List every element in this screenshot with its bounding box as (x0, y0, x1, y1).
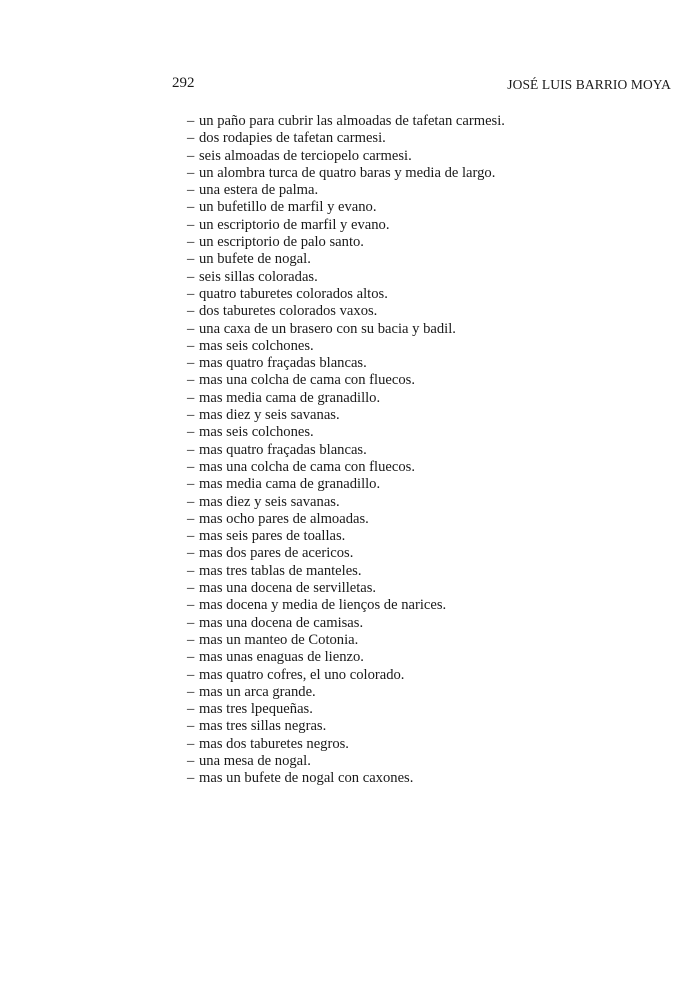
list-item-text: mas un manteo de Cotonia. (199, 631, 359, 648)
list-dash: – (187, 614, 195, 631)
list-item-text: mas un arca grande. (199, 683, 316, 700)
list-item-text: seis sillas coloradas. (199, 268, 318, 285)
list-dash: – (187, 476, 195, 493)
list-item (187, 649, 505, 666)
list-item-text: un bufetillo de marfil y evano. (199, 199, 377, 216)
list-dash: – (187, 580, 195, 597)
list-item (187, 165, 505, 182)
list-item (187, 580, 505, 597)
list-dash: – (187, 268, 195, 285)
list-dash: – (187, 285, 195, 302)
list-dash: – (187, 441, 195, 458)
list-item-text: mas quatro fraçadas blancas. (199, 355, 367, 372)
list-dash: – (187, 752, 195, 769)
list-item-text: dos taburetes colorados vaxos. (199, 303, 378, 320)
list-item (187, 528, 505, 545)
list-item-text: mas una docena de camisas. (199, 614, 364, 631)
list-item (187, 667, 505, 684)
list-item-text: mas seis colchones. (199, 337, 314, 354)
list-item-text: mas tres tablas de manteles. (199, 562, 362, 579)
list-dash: – (187, 735, 195, 752)
list-item (187, 355, 505, 372)
list-item (187, 770, 505, 787)
list-dash: – (187, 199, 195, 216)
list-item-text: mas dos pares de acericos. (199, 545, 354, 562)
list-item-text: mas quatro cofres, el uno colorado. (199, 666, 405, 683)
list-item (187, 251, 505, 268)
list-item (187, 217, 505, 234)
list-dash: – (187, 372, 195, 389)
list-item (187, 182, 505, 199)
list-dash: – (187, 234, 195, 251)
list-item (187, 372, 505, 389)
running-head: JOSÉ LUIS BARRIO MOYA (507, 77, 671, 92)
list-dash: – (187, 130, 195, 147)
list-dash: – (187, 718, 195, 735)
list-item (187, 563, 505, 580)
list-item-text: mas una colcha de cama con fluecos. (199, 372, 415, 389)
list-item-text: seis almoadas de terciopelo carmesi. (199, 147, 412, 164)
list-dash: – (187, 701, 195, 718)
list-item (187, 476, 505, 493)
list-item (187, 130, 505, 147)
list-item (187, 459, 505, 476)
list-item-text: mas media cama de granadillo. (199, 476, 381, 493)
list-dash: – (187, 389, 195, 406)
list-dash: – (187, 320, 195, 337)
list-item (187, 269, 505, 286)
list-item-text: quatro taburetes colorados altos. (199, 285, 388, 302)
list-dash: – (187, 545, 195, 562)
list-item (187, 338, 505, 355)
list-item (187, 442, 505, 459)
list-dash: – (187, 666, 195, 683)
list-dash: – (187, 631, 195, 648)
list-item-text: mas seis colchones. (199, 424, 314, 441)
list-item (187, 321, 505, 338)
list-dash: – (187, 303, 195, 320)
list-dash: – (187, 510, 195, 527)
list-dash: – (187, 770, 195, 787)
list-dash: – (187, 251, 195, 268)
list-item (187, 234, 505, 251)
list-item-text: mas diez y seis savanas. (199, 493, 340, 510)
list-item-text: un escriptorio de palo santo. (199, 234, 364, 251)
list-item (187, 597, 505, 614)
list-item-text: una caxa de un brasero con su bacia y badil. (199, 320, 456, 337)
list-dash: – (187, 147, 195, 164)
list-dash: – (187, 649, 195, 666)
list-dash: – (187, 355, 195, 372)
list-item-text: mas seis pares de toallas. (199, 528, 346, 545)
list-dash: – (187, 113, 195, 129)
list-item-text: un paño para cubrir las almoadas de tafetan carmesi. (199, 113, 505, 129)
list-item (187, 545, 505, 562)
list-item (187, 113, 505, 130)
list-dash: – (187, 458, 195, 475)
list-dash: – (187, 493, 195, 510)
list-item-text: mas docena y media de lienços de narices. (199, 597, 447, 614)
list-item-text: una estera de palma. (199, 182, 319, 199)
list-item (187, 494, 505, 511)
list-item (187, 303, 505, 320)
list-item (187, 424, 505, 441)
list-item-text: mas un bufete de nogal con caxones. (199, 770, 414, 787)
list-item (187, 632, 505, 649)
list-item (187, 684, 505, 701)
inventory-list (187, 113, 505, 788)
list-dash: – (187, 182, 195, 199)
list-item (187, 701, 505, 718)
list-dash: – (187, 424, 195, 441)
list-item-text: un bufete de nogal. (199, 251, 311, 268)
list-dash: – (187, 683, 195, 700)
list-item-text: mas dos taburetes negros. (199, 735, 349, 752)
list-item-text: mas tres sillas negras. (199, 718, 327, 735)
list-item (187, 511, 505, 528)
list-item-text: mas una docena de servilletas. (199, 580, 377, 597)
list-item-text: mas quatro fraçadas blancas. (199, 441, 367, 458)
list-dash: – (187, 597, 195, 614)
list-item (187, 390, 505, 407)
list-item (187, 286, 505, 303)
list-item-text: mas tres lpequeñas. (199, 701, 313, 718)
list-dash: – (187, 164, 195, 181)
list-item-text: un escriptorio de marfil y evano. (199, 216, 390, 233)
list-item-text: mas media cama de granadillo. (199, 389, 381, 406)
list-dash: – (187, 528, 195, 545)
list-dash: – (187, 216, 195, 233)
list-dash: – (187, 337, 195, 354)
list-item (187, 407, 505, 424)
list-item (187, 718, 505, 735)
list-item-text: mas unas enaguas de lienzo. (199, 649, 364, 666)
page-number: 292 (172, 75, 195, 91)
list-item-text: un alombra turca de quatro baras y media de largo. (199, 164, 496, 181)
list-item-text: mas una colcha de cama con fluecos. (199, 458, 415, 475)
list-item (187, 736, 505, 753)
list-item (187, 148, 505, 165)
list-dash: – (187, 562, 195, 579)
list-item-text: mas diez y seis savanas. (199, 407, 340, 424)
list-dash: – (187, 407, 195, 424)
list-item (187, 615, 505, 632)
list-item (187, 199, 505, 216)
list-item-text: mas ocho pares de almoadas. (199, 510, 369, 527)
list-item (187, 753, 505, 770)
list-item-text: dos rodapies de tafetan carmesi. (199, 130, 386, 147)
list-item-text: una mesa de nogal. (199, 752, 311, 769)
